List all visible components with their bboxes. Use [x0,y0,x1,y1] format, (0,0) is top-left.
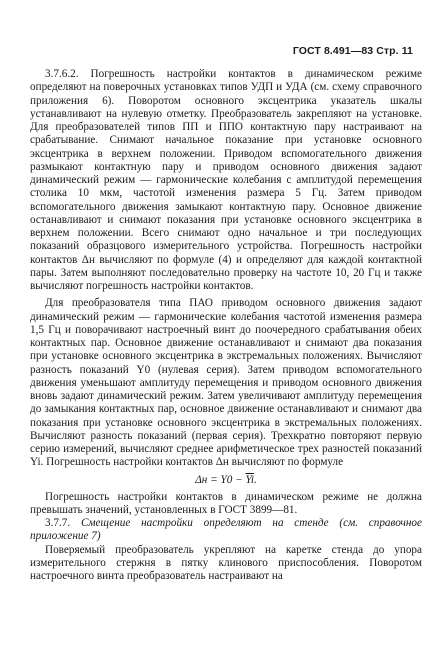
document-body [30,68,422,583]
paragraph-final: Поверяемый преобразователь укрепляют на каретке стенда до упора измерительного стержня в пятку клинового приспособления. Поворотом настроечного винта преобразователь настраивают на [30,543,422,582]
paragraph-conclusion: Погрешность настройки контактов в динамическом режиме не должна превышать значений, установленных в ГОСТ 3899—81. [30,490,422,516]
section-title: Смещение настройки определяют на стенде (см. справочное приложение 7) [30,517,422,543]
formula [30,473,422,487]
formula-lhs: Δн = Y0 − [195,473,246,486]
formula-end: . [253,473,257,486]
paragraph-pao: Для преобразователя типа ПАО приводом основного движения задают динамический режим — гармонические колебания частотой изменения размера 1,5 Гц и поворачивают настроечный винт до поочередного срабатывания обеих контактных пар. Основное движение останавливают и снимают два показания при установке основного эксцентрика в экстремальных положениях. Вычисляют разность показаний Y0 (нулевая серия). Затем приводом вспомогательного движения уменьшают амплитуду перемещения и приводом основного движения вновь задают динамический режим. Затем увеличивают амплитуду перемещения до замыкания контактных пар, основное движение останавливают и снимают два показания при установке основного эксцентрика в экстремальных положениях. Вычисляют разность показаний (первая серия). Трехкратно повторяют первую серию измерений, вычисляют среднее арифметическое трех разностей показаний Yi. Погрешность настройки контактов Δн вычисляют по формуле [30,297,422,469]
formula-overline-term: $\overline{Yi}$ [245,473,254,486]
page-header: ГОСТ 8.491—83 Стр. 11 [292,45,413,57]
section-3-7-7 [30,517,422,544]
section-number: 3.7.7. [45,517,71,529]
paragraph-3-7-6-2: 3.7.6.2. Погрешность настройки контактов в динамическом режиме определяют на поверочных установках типов УДП и УДА (см. схему справочного приложения 6). Поворотом основного эксцентрика указатель шкалы устанавливают на нулевую отметку. Преобразователь закрепляют на установке. Для преобразователей типов ПП и ППО контактную пару настраивают на срабатывание. Снимают начальное показание при установке основного эксцентрика в верхнем положении. Приводом вспомогательного движения размыкают контактную пару и приводом основного движения задают динамический режим — гармонические колебания с амплитудой перемещения столика 10 мкм, частотой изменения размера 5 Гц. Затем приводом вспомогательного движения замыкают контактную пару. Основное движение останавливают и снимают показания при установке основного эксцентрика в верхнем положении. Всего снимают одно начальное и три последующих показаний образцового измерительного устройства. Погрешность настройки контактов Δн вычисляют по формуле (4) и определяют для каждой контактной пары. Затем выполняют последовательно проверку на частоте 10, 20 Гц и также вычисляют погрешность настройки контактов. [30,68,422,292]
